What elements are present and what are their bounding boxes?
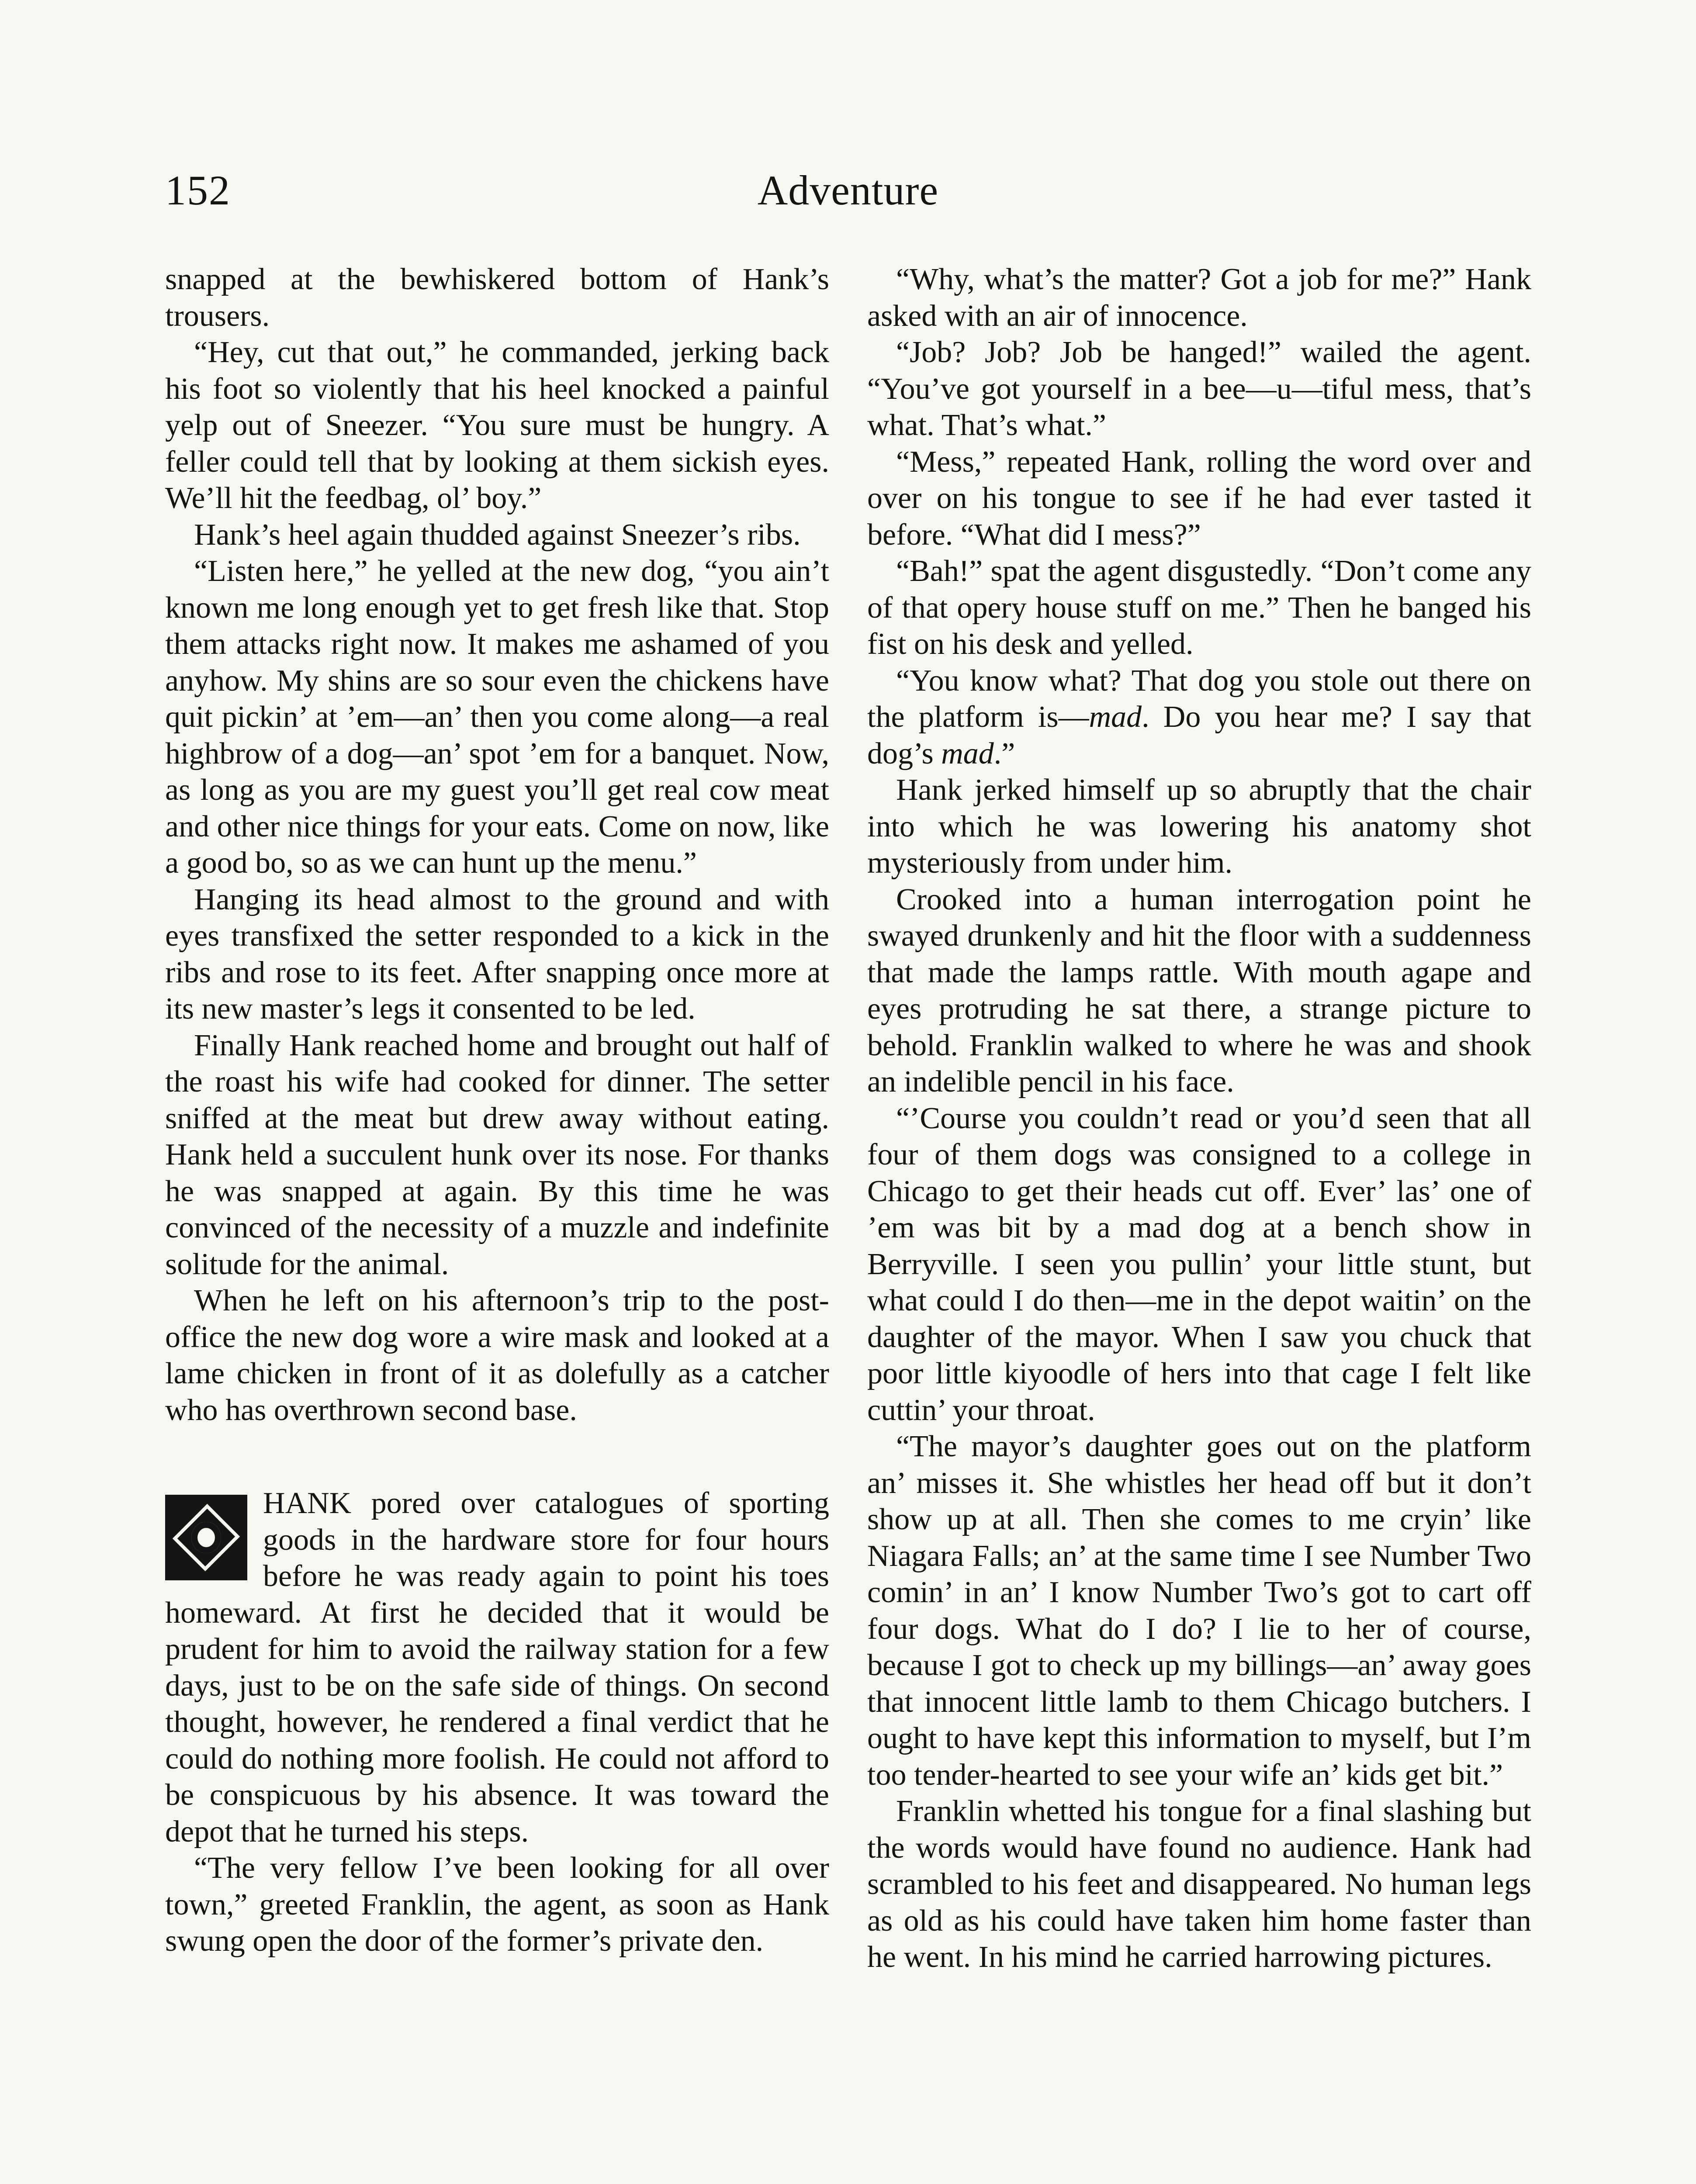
paragraph: Crooked into a human interrogation point he swayed drunkenly and hit the floor with a suddenness that made the lamps rattle. With mouth agape and eyes protruding he sat there, a strange picture to behold. Franklin walked to where he was and shook an indelible pencil in his face. [867, 882, 1531, 1099]
paragraph: Finally Hank reached home and brought out half of the roast his wife had cooked for dinner. The setter sniffed at the meat but drew away without eating. Hank held a succulent hunk over its nose. For thanks he was snapped at again. By this time he was convinced of the necessity of a muzzle and indefinite solitude for the animal. [165, 1028, 829, 1281]
section-break [165, 1428, 829, 1485]
paragraph: snapped at the bewhiskered bottom of Hank’s trousers. [165, 263, 829, 333]
paragraph: Franklin whetted his tongue for a final slashing but the words would have found no audience. Hank had scrambled to his feet and disappeared. No human legs as old as his could have taken him home faster than he went. In his mind he carried harrowing pictures. [867, 1794, 1531, 1974]
paragraph: “Bah!” spat the agent disgustedly. “Don’t come any of that opery house stuff on me.” Then he banged his fist on his desk and yelled. [867, 554, 1531, 661]
paragraph: Hank jerked himself up so abruptly that the chair into which he was lowering his anatomy shot mysteriously from under him. [867, 773, 1531, 880]
ornamental-initial-icon [165, 1495, 247, 1580]
emphasis: mad [1089, 700, 1142, 734]
paragraph: “Hey, cut that out,” he commanded, jerking back his foot so violently that his heel knocked a painful yelp out of Sneezer. “You sure must be hungry. A feller could tell that by looking at them sickish eyes. We’ll hit the feedbag, ol’ boy.” [165, 335, 829, 515]
paragraph [867, 663, 1531, 772]
paragraph: “Mess,” repeated Hank, rolling the word over and over on his tongue to see if he had ever tasted it before. “What did I mess?” [867, 445, 1531, 552]
paragraph: When he left on his afternoon’s trip to the post-office the new dog wore a wire mask and looked at a lame chicken in front of it as dolefully as a catcher who has overthrown second base. [165, 1284, 829, 1427]
paragraph: HANK pored over catalogues of sporting goods in the hardware store for four hours before he was ready again to point his toes homeward. At first he decided that it would be prudent for him to avoid the railway station for a few days, just to be on the safe side of things. On second thought, however, he rendered a final verdict that he could do nothing more foolish. He could not afford to be conspicuous by his absence. It was toward the depot that he turned his steps. [165, 1486, 829, 1849]
running-title: Adventure [757, 167, 939, 214]
page-number: 152 [165, 167, 231, 214]
text-run: “You know what? That dog you stole out there on the platform is— [867, 663, 1531, 734]
right-column [867, 261, 1531, 1976]
paragraph: Hank’s heel again thudded against Sneezer’s ribs. [194, 518, 801, 552]
paragraph: “Job? Job? Job be hanged!” wailed the agent. “You’ve got yourself in a bee—u—tiful mess, that’s what. That’s what.” [867, 335, 1531, 442]
paragraph: “The mayor’s daughter goes out on the platform an’ misses it. She whistles her head off but it don’t show up at all. Then she comes to me cryin’ like Niagara Falls; an’ at the same time I see Number Two comin’ in an’ I know Number Two’s got to cart off four dogs. What do I do? I lie to her of course, because I got to check up my billings—an’ away goes that innocent little lamb to them Chicago butchers. I ought to have kept this information to myself, but I’m too tender-hearted to see your wife an’ kids get bit.” [867, 1430, 1531, 1792]
paragraph: “’Course you couldn’t read or you’d seen that all four of them dogs was consigned to a college in Chicago to get their heads cut off. Ever’ las’ one of ’em was bit by a mad dog at a bench show in Berryville. I seen you pullin’ your little stunt, but what could I do then—me in the depot waitin’ on the daughter of the mayor. When I saw you chuck that poor little kiyoodle of hers into that cage I felt like cuttin’ your throat. [867, 1101, 1531, 1427]
paragraph: Hanging its head almost to the ground and with eyes transfixed the setter responded to a kick in the ribs and rose to its feet. After snapping once more at its new master’s legs it consented to be led. [165, 882, 829, 1026]
left-column [165, 261, 829, 1959]
paragraph: “Listen here,” he yelled at the new dog, “you ain’t known me long enough yet to get fresh like that. Stop them attacks right now. It makes me ashamed of you anyhow. My shins are so sour even the chickens have quit pickin’ at ’em—an’ then you come along—a real highbrow of a dog—an’ spot ’em for a banquet. Now, as long as you are my guest you’ll get real cow meat and other nice things for your eats. Come on now, like a good bo, so as we can hunt up the menu.” [165, 554, 829, 880]
text-run: .” [993, 736, 1015, 771]
paragraph: “The very fellow I’ve been looking for all over town,” greeted Franklin, the agent, as soon as Hank swung open the door of the former’s private den. [165, 1851, 829, 1958]
paragraph: “Why, what’s the matter? Got a job for me?” Hank asked with an air of innocence. [867, 263, 1531, 333]
section-opening [165, 1485, 829, 1850]
emphasis: mad [941, 736, 994, 771]
text-run: . Do you hear me? I say that dog’s [867, 700, 1531, 771]
